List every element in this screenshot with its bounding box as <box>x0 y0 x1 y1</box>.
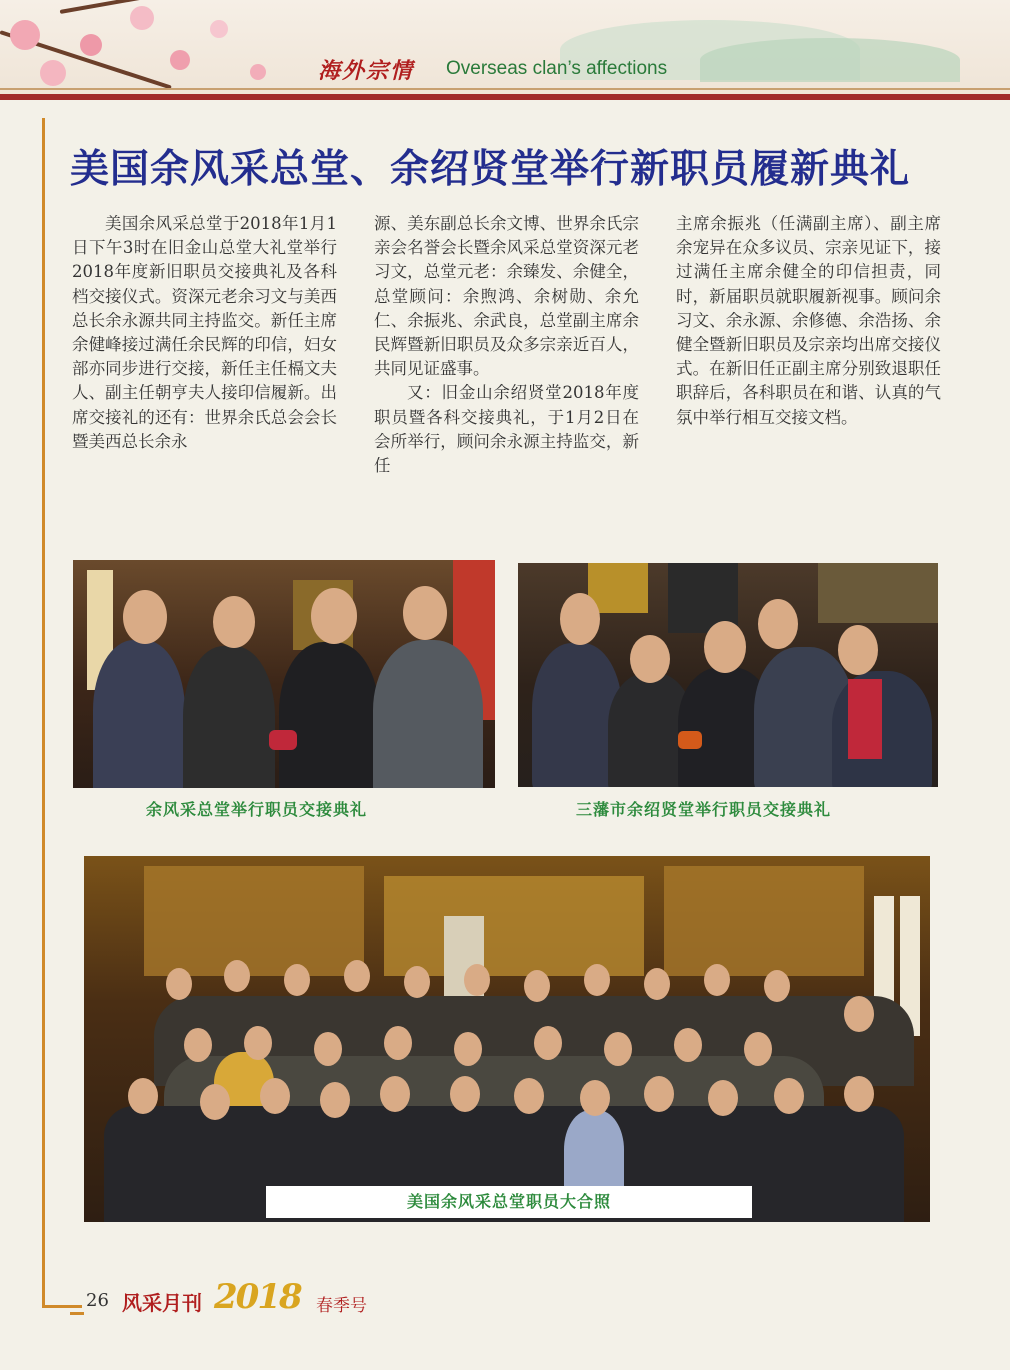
person-head <box>838 625 878 675</box>
person-head <box>584 964 610 996</box>
person-head <box>758 599 798 649</box>
article-column-1 <box>72 212 337 454</box>
article-column-2 <box>374 212 639 478</box>
person-head <box>708 1080 738 1116</box>
person-head <box>704 621 746 673</box>
person-head <box>200 1084 230 1120</box>
photo-caption-3: 美国余风采总堂职员大合照 <box>266 1186 752 1218</box>
article-paragraph: 又：旧金山余绍贤堂2018年度职员暨各科交接典礼，于1月2日在会所举行，顾问余永源主持监交，新任 <box>374 383 639 476</box>
magazine-name: 风采月刊 <box>122 1291 202 1315</box>
page-number: 26 <box>86 1290 109 1311</box>
person-head <box>123 590 167 644</box>
person-head <box>244 1026 272 1060</box>
person-head <box>314 1032 342 1066</box>
person-head <box>524 970 550 1002</box>
red-scarf <box>848 679 882 759</box>
person-head <box>630 635 670 683</box>
section-title-en: Overseas clan’s affections <box>446 58 668 79</box>
person-head <box>311 588 357 644</box>
blossom-flower <box>130 6 154 30</box>
issue-year: 2018 <box>214 1277 301 1317</box>
person-head <box>224 960 250 992</box>
person-head <box>704 964 730 996</box>
blossom-branch-2 <box>60 0 179 14</box>
person-head <box>403 586 447 640</box>
person-head <box>644 1076 674 1112</box>
person-head <box>128 1078 158 1114</box>
person-head <box>674 1028 702 1062</box>
person-head <box>844 996 874 1032</box>
person-head <box>764 970 790 1002</box>
person-head <box>514 1078 544 1114</box>
person-head <box>213 596 255 648</box>
blossom-flower <box>210 20 228 38</box>
photo-handover-ceremony-2 <box>518 563 938 787</box>
article-title: 美国余风采总堂、余绍贤堂举行新职员履新典礼 <box>70 147 911 192</box>
seal-box <box>269 730 297 750</box>
person-head <box>534 1026 562 1060</box>
photo-group-portrait <box>84 856 930 1222</box>
person-head <box>580 1080 610 1116</box>
person-head <box>844 1076 874 1112</box>
person-head <box>404 966 430 998</box>
person-head <box>384 1026 412 1060</box>
person-head <box>284 964 310 996</box>
left-margin-rule <box>42 118 45 1308</box>
article-paragraph: 美国余风采总堂于2018年1月1日下午3时在旧金山总堂大礼堂举行2018年度新旧职员交接典礼及各科档交接仪式。资深元老余习文与美西总长余永源共同主持监交。新任主席余健峰接过满任余民辉的印信，妇女部亦同步进行交接，新任主任槅文夫人、副主任朝亨夫人接印信履新。出席交接礼的还有：世界余氏总会会长暨美西总长余永 <box>72 214 337 451</box>
person-head <box>774 1078 804 1114</box>
person <box>183 646 275 788</box>
person <box>832 671 932 787</box>
person-head <box>380 1076 410 1112</box>
photo-caption-2: 三藩市余绍贤堂举行职员交接典礼 <box>576 800 832 819</box>
person-head <box>744 1032 772 1066</box>
gilded-altar <box>384 876 644 976</box>
person-head <box>260 1078 290 1114</box>
person <box>373 640 483 788</box>
photo-caption-1: 余风采总堂举行职员交接典礼 <box>146 800 368 819</box>
bottom-margin-rule-short <box>70 1312 84 1315</box>
person-head <box>604 1032 632 1066</box>
gilded-carving <box>664 866 864 976</box>
article-paragraph: 源、美东副总长余文博、世界余氏宗亲会名誉会长暨余风采总堂资深元老习文，总堂元老：余臻发、余健全，总堂顾问：余煦鸿、余树勋、余允仁、余振兆、余武良，总堂副主席余民辉暨新旧职员及众多宗亲近百人，共同见证盛事。 <box>374 214 639 379</box>
blossom-flower <box>40 60 66 86</box>
blossom-flower <box>10 20 40 50</box>
person-head <box>454 1032 482 1066</box>
section-title-zh: 海外宗情 <box>318 58 415 84</box>
photo-handover-ceremony-1 <box>73 560 495 788</box>
person-head <box>166 968 192 1000</box>
person-head <box>450 1076 480 1112</box>
person-head <box>464 964 490 996</box>
blossom-flower <box>250 64 266 80</box>
header-mountain-decoration-2 <box>700 38 960 82</box>
seal-box <box>678 731 702 749</box>
header-rule-thin <box>0 88 1010 90</box>
person-head <box>184 1028 212 1062</box>
wall-decoration <box>818 563 938 623</box>
blossom-flower <box>170 50 190 70</box>
blossom-flower <box>80 34 102 56</box>
issue-season: 春季号 <box>316 1296 367 1316</box>
person-head <box>344 960 370 992</box>
article-paragraph: 主席余振兆（任满副主席）、副主席余宠异在众多议员、宗亲见证下，接过满任主席余健全的印信担责，同时，新届职员就职履新视事。顾问余习文、余永源、余修德、余浩扬、余健全暨新旧职员及宗亲均出席交接仪式。在新旧任正副主席分别致退职任职辞后，各科职员在和谐、认真的气氛中举行相互交接文档。 <box>676 214 941 427</box>
bottom-margin-rule <box>42 1305 82 1308</box>
header-rule <box>0 94 1010 100</box>
person-head <box>320 1082 350 1118</box>
article-column-3 <box>676 212 941 430</box>
header-banner <box>0 0 1010 100</box>
person <box>93 640 185 788</box>
person-head <box>644 968 670 1000</box>
person <box>279 642 379 788</box>
gilded-carving <box>144 866 364 976</box>
person-head <box>560 593 600 645</box>
